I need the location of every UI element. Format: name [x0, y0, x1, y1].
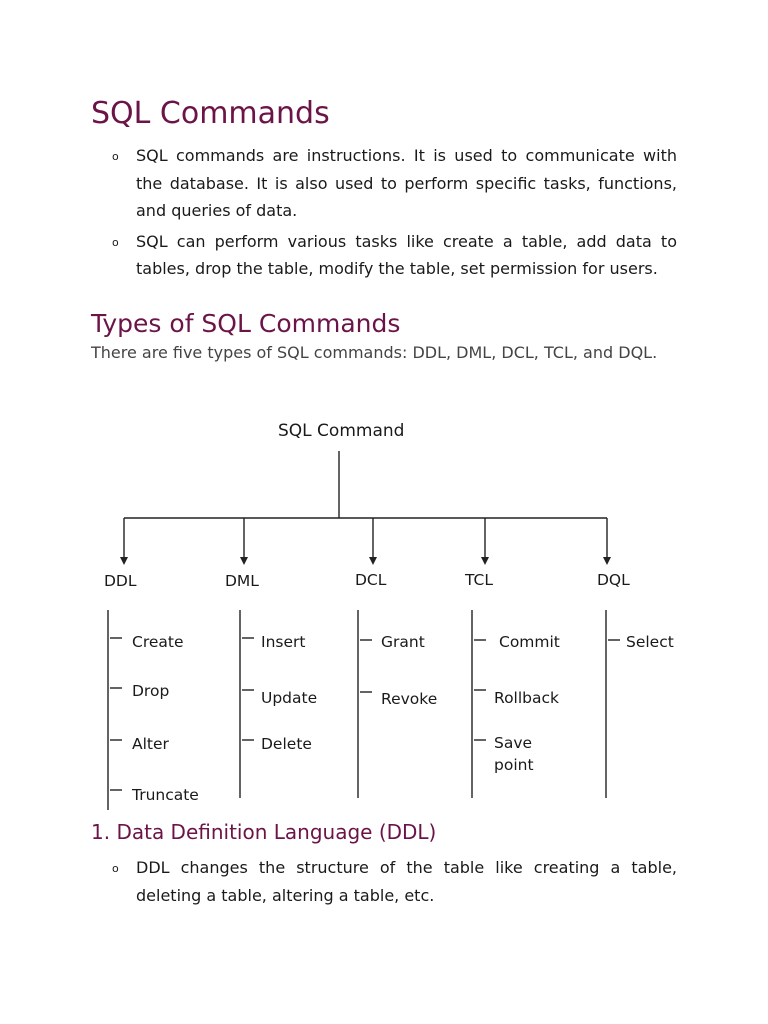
diagram-item-rollback: Rollback: [494, 689, 560, 707]
diagram-item-insert: Insert: [261, 633, 306, 651]
list-item: [112, 854, 677, 909]
types-heading: Types of SQL Commands: [91, 309, 401, 338]
bullet-marker: o: [112, 862, 119, 875]
diagram-item-alter: Alter: [132, 735, 169, 753]
diagram-item-save: Save: [494, 734, 533, 752]
diagram-item-update: Update: [261, 689, 318, 707]
bullet-marker: o: [112, 235, 119, 249]
diagram-lines: [90, 410, 690, 820]
diagram-item-revoke: Revoke: [381, 690, 438, 708]
list-item: [112, 142, 677, 225]
ddl-heading: 1. Data Definition Language (DDL): [91, 820, 437, 844]
diagram-root-label: SQL Command: [278, 421, 405, 441]
diagram-item-point: point: [494, 756, 534, 774]
bullet-text: SQL commands are instructions. It is used to communicate with the database. It is also used to perform specific tasks, functions, and queries of data.: [136, 146, 677, 220]
group-label-tcl: TCL: [465, 571, 494, 589]
group-label-dql: DQL: [597, 571, 630, 589]
group-label-dcl: DCL: [355, 571, 387, 589]
diagram-item-delete: Delete: [261, 735, 312, 753]
diagram-item-drop: Drop: [132, 682, 170, 700]
types-intro-text: There are five types of SQL commands: DDL, DML, DCL, TCL, and DQL.: [91, 343, 658, 362]
bullet-marker: o: [112, 150, 119, 163]
ddl-bullet-list: [0, 854, 768, 909]
group-label-ddl: DDL: [104, 572, 137, 590]
diagram-item-select: Select: [626, 633, 674, 651]
intro-bullet-list: [0, 142, 768, 283]
diagram-item-grant: Grant: [381, 633, 425, 651]
diagram-item-create: Create: [132, 633, 184, 651]
sql-command-diagram: [90, 410, 690, 820]
bullet-text: SQL can perform various tasks like create a table, add data to tables, drop the table, modify the table, set permission for users.: [136, 231, 677, 278]
diagram-item-commit: Commit: [499, 633, 560, 651]
list-item: [112, 228, 677, 283]
diagram-item-truncate: Truncate: [132, 786, 199, 804]
page-title: SQL Commands: [91, 96, 330, 131]
bullet-text: DDL changes the structure of the table like creating a table, deleting a table, altering a table, etc.: [136, 858, 677, 905]
group-label-dml: DML: [225, 572, 259, 590]
